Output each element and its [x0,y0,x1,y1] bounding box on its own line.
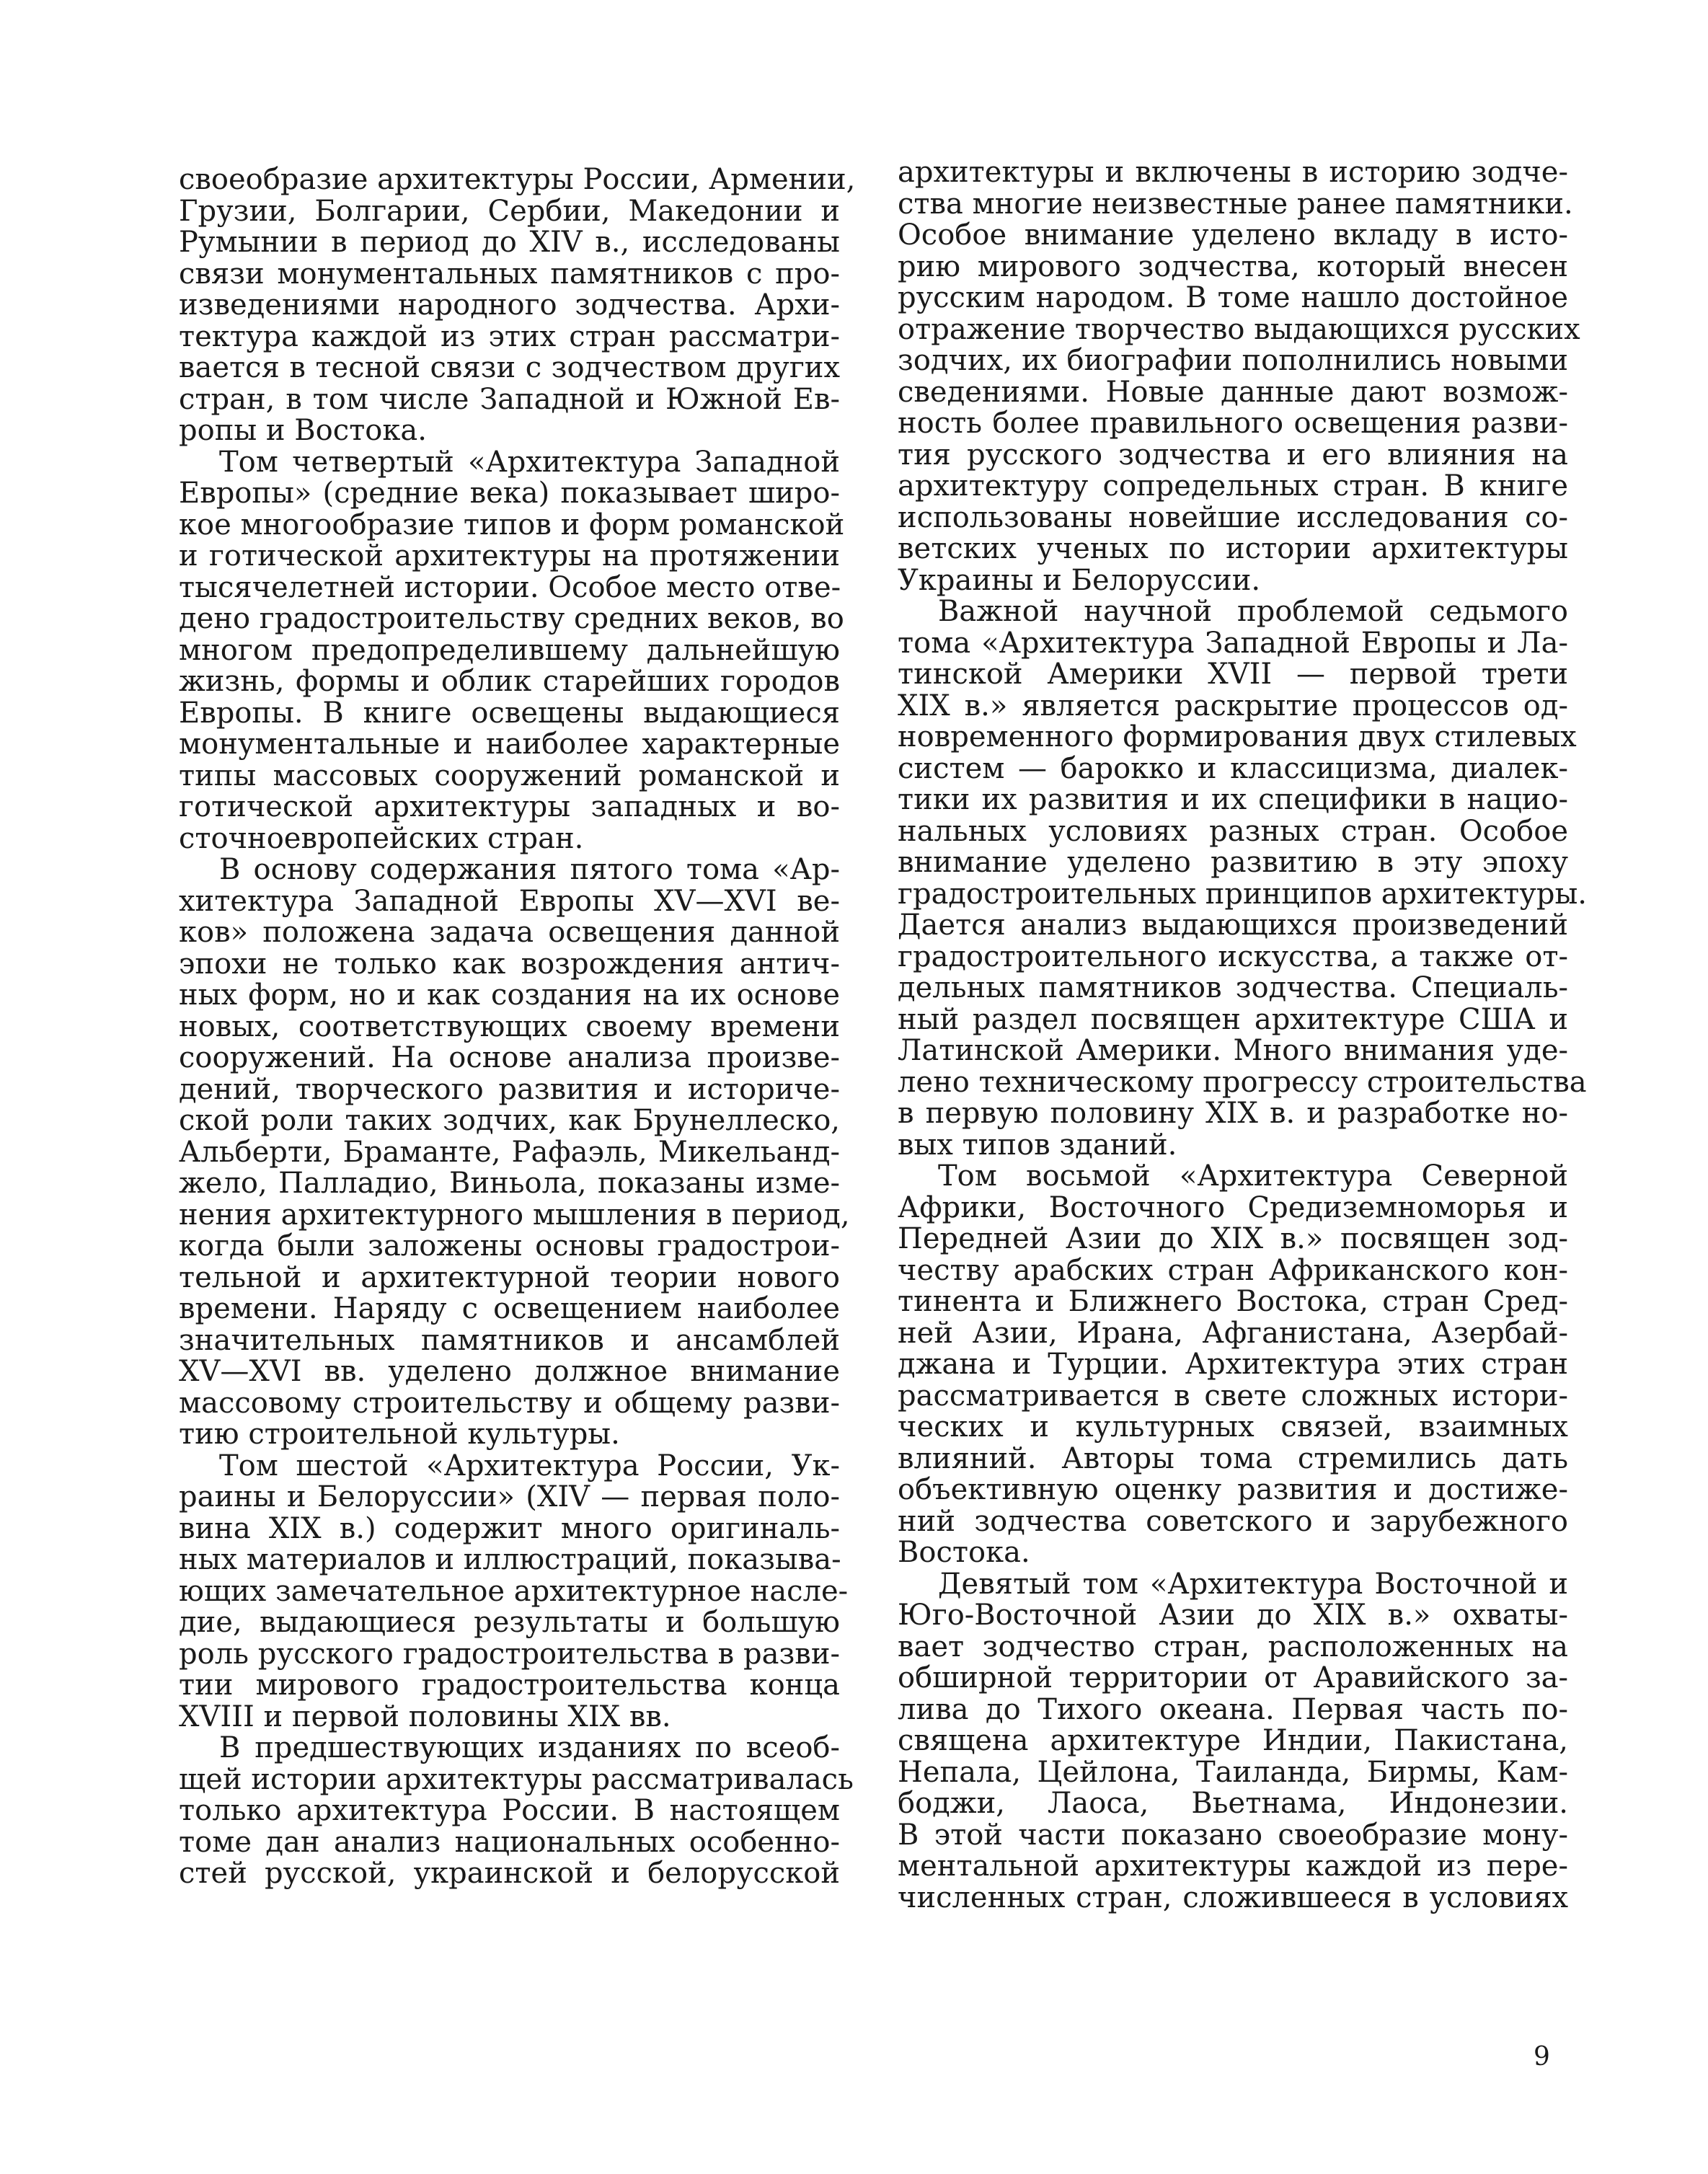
text-line: тельной и архитектурной теории нового [179,1260,840,1294]
text-line: лено техническому прогрессу строительства [898,1065,1587,1099]
text-line: когда были заложены основы градострои- [179,1229,840,1263]
text-line: ний зодчества советского и зарубежного [898,1504,1568,1538]
text-line: вина XIX в.) содержит много оригиналь- [179,1511,840,1545]
paragraph [898,1161,1568,1569]
text-line: Том четвертый «Архитектура Западной [219,445,840,479]
text-line: численных стран, сложившееся в условиях [898,1881,1568,1914]
text-line: сведениями. Новые данные дают возмож- [898,375,1568,409]
text-line: роль русского градостроительства в разви- [179,1637,840,1671]
text-line: Том восьмой «Архитектура Северной [938,1159,1568,1193]
text-line: Том шестой «Архитектура России, Ук- [219,1449,840,1483]
text-line: только архитектура России. В настоящем [179,1794,840,1827]
text-line: XVIII и первой половины XIX вв. [179,1700,671,1733]
text-line: Румынии в период до XIV в., исследованы [179,226,840,259]
text-line: эпохи не только как возрождения антич- [179,947,840,981]
text-line: массовому строительству и общему разви- [179,1386,840,1420]
text-line: типы массовых сооружений романской и [179,759,840,792]
text-line: связи монументальных памятников с про- [179,257,840,291]
text-line: тия русского зодчества и его влияния на [898,438,1568,472]
text-line: щей истории архитектуры рассматривалась [179,1762,854,1796]
text-line: и готической архитектуры на протяжении [179,539,840,573]
text-line: новых, соответствующих своему времени [179,1009,840,1043]
right-column [898,156,1587,1914]
text-line: нальных условиях разных стран. Особое [898,814,1568,848]
text-line: готической архитектуры западных и во- [179,790,840,823]
text-line: лива до Тихого океана. Первая часть по- [898,1692,1568,1726]
text-line: тома «Архитектура Западной Европы и Ла- [898,626,1568,660]
text-line: многом предопределившему дальнейшую [179,633,840,667]
paragraph [898,595,1587,1162]
text-line: тинента и Ближнего Востока, стран Сред- [898,1285,1568,1318]
text-line: боджи, Лаоса, Вьетнама, Индонезии. [898,1787,1568,1820]
text-line: дено градостроительству средних веков, во [179,602,844,635]
text-line: новременного формирования двух стилевых [898,720,1577,754]
text-line: в первую половину XIX в. и разработке но- [898,1097,1568,1130]
text-line: обширной территории от Аравийского за- [898,1661,1568,1694]
text-line: томе дан анализ национальных особенно- [179,1825,840,1859]
text-line: градостроительного искусства, а также от- [898,940,1568,973]
text-line: дений, творческого развития и историче- [179,1072,840,1106]
text-line: архитектуры и включены в историю зодче- [898,156,1568,189]
text-line: жизнь, формы и облик старейших городов [179,665,840,698]
text-line: тинской Америки XVII — первой трети [898,658,1568,691]
text-line: ющих замечательное архитектурное насле- [179,1574,849,1608]
text-line: ней Азии, Ирана, Афганистана, Азербай- [898,1316,1568,1350]
text-line: В этой части показано своеобразие мону- [898,1818,1568,1852]
text-line: стран, в том числе Западной и Южной Ев- [179,382,840,416]
text-line: ства многие неизвестные ранее памятники. [898,187,1573,221]
text-line: кое многообразие типов и форм романской [179,508,845,542]
text-line: времени. Наряду с освещением наиболее [179,1292,840,1325]
text-line: зодчих, их биографии пополнились новыми [898,344,1568,377]
text-line: стей русской, украинской и белорусской [179,1857,840,1890]
text-line: честву арабских стран Африканского кон- [898,1253,1568,1287]
text-line: внимание уделено развитию в эту эпоху [898,846,1568,879]
text-line: русским народом. В томе нашло достойное [898,281,1568,314]
text-line: ков» положена задача освещения данной [179,916,840,949]
text-line: Украины и Белоруссии. [898,563,1261,597]
text-line: тию строительной культуры. [179,1418,620,1451]
text-line: Непала, Цейлона, Таиланда, Бирмы, Кам- [898,1755,1568,1789]
text-line: Востока. [898,1536,1030,1569]
text-line: ных форм, но и как создания на их основе [179,978,840,1012]
text-line: Важной научной проблемой седьмого [938,595,1568,628]
paragraph [179,1449,849,1733]
text-line: значительных памятников и ансамблей [179,1323,840,1357]
text-line: Грузии, Болгарии, Сербии, Македонии и [179,194,840,228]
paragraph [179,853,850,1451]
text-line: священа архитектуре Индии, Пакистана, [898,1724,1568,1757]
text-line: ных материалов и иллюстраций, показыва- [179,1543,841,1576]
text-line: вается в тесной связи с зодчеством других [179,351,840,384]
paragraph [898,1569,1568,1914]
text-line: тектура каждой из этих стран рассматри- [179,319,840,353]
text-line: В предшествующих изданиях по всеоб- [219,1731,840,1764]
text-line: монументальные и наиболее характерные [179,728,840,761]
text-line: ный раздел посвящен архитектуре США и [898,1002,1568,1036]
text-line: Европы» (средние века) показывает широ- [179,477,840,510]
text-line: вает зодчество стран, расположенных на [898,1630,1568,1663]
text-line: объективную оценку развития и достиже- [898,1473,1568,1506]
text-line: XV—XVI вв. уделено должное внимание [179,1355,840,1388]
page-number: 9 [1534,2042,1550,2072]
text-line: ропы и Востока. [179,414,427,447]
text-line: Передней Азии до XIX в.» посвящен зод- [898,1222,1568,1255]
text-line: рию мирового зодчества, который внесен [898,249,1568,283]
text-line: своеобразие архитектуры России, Армении, [179,163,856,196]
text-line: Африки, Восточного Средиземноморья и [898,1190,1568,1224]
text-line: тии мирового градостроительства конца [179,1669,840,1702]
text-line: систем — барокко и классицизма, диалек- [898,751,1568,785]
text-line: раины и Белоруссии» (XIV — первая поло- [179,1480,840,1514]
text-line: Девятый том «Архитектура Восточной и [938,1567,1568,1601]
text-line: нения архитектурного мышления в период, [179,1198,850,1232]
text-line: ментальной архитектуры каждой из пере- [898,1850,1568,1883]
text-line: градостроительных принципов архитектуры. [898,877,1587,911]
text-line: Европы. В книге освещены выдающиеся [179,696,840,730]
text-line: дие, выдающиеся результаты и большую [179,1606,840,1639]
text-line: отражение творчество выдающихся русских [898,312,1580,346]
paragraph [179,163,856,447]
text-line: ветских ученых по истории архитектуры [898,532,1568,565]
text-line: дельных памятников зодчества. Специаль- [898,971,1568,1004]
text-line: Особое внимание уделено вкладу в исто- [898,218,1568,252]
text-line: вых типов зданий. [898,1128,1177,1162]
text-line: архитектуру сопредельных стран. В книге [898,469,1568,503]
text-line: Альберти, Браманте, Рафаэль, Микельанд- [179,1135,840,1169]
text-line: ческих и культурных связей, взаимных [898,1410,1568,1444]
text-line: тики их развития и их специфики в нацио- [898,783,1568,816]
text-line: Латинской Америки. Много внимания уде- [898,1034,1568,1067]
text-line: Дается анализ выдающихся произведений [898,909,1568,942]
paragraph [898,156,1580,597]
text-line: жело, Палладио, Виньола, показаны изме- [179,1167,840,1200]
text-line: В основу содержания пятого тома «Ар- [219,853,840,886]
text-line: изведениями народного зодчества. Архи- [179,288,840,322]
text-line: ность более правильного освещения разви- [898,407,1568,440]
text-line: влияний. Авторы тома стремились дать [898,1441,1568,1475]
paragraph [179,1731,854,1890]
text-line: использованы новейшие исследования со- [898,500,1568,534]
text-line: ской роли таких зодчих, как Брунеллеско, [179,1104,840,1137]
text-line: джана и Турции. Архитектура этих стран [898,1348,1568,1381]
text-line: Юго-Восточной Азии до XIX в.» охваты- [898,1599,1568,1632]
text-line: XIX в.» является раскрытие процессов од- [898,689,1568,723]
left-column [179,163,856,1890]
text-line: тысячелетней истории. Особое место отве- [179,570,841,604]
text-line: сооружений. На основе анализа произве- [179,1041,840,1074]
text-line: хитектура Западной Европы XV—XVI ве- [179,884,840,918]
text-line: рассматривается в свете сложных истори- [898,1379,1568,1413]
text-line: сточноевропейских стран. [179,821,584,855]
paragraph [179,445,845,855]
